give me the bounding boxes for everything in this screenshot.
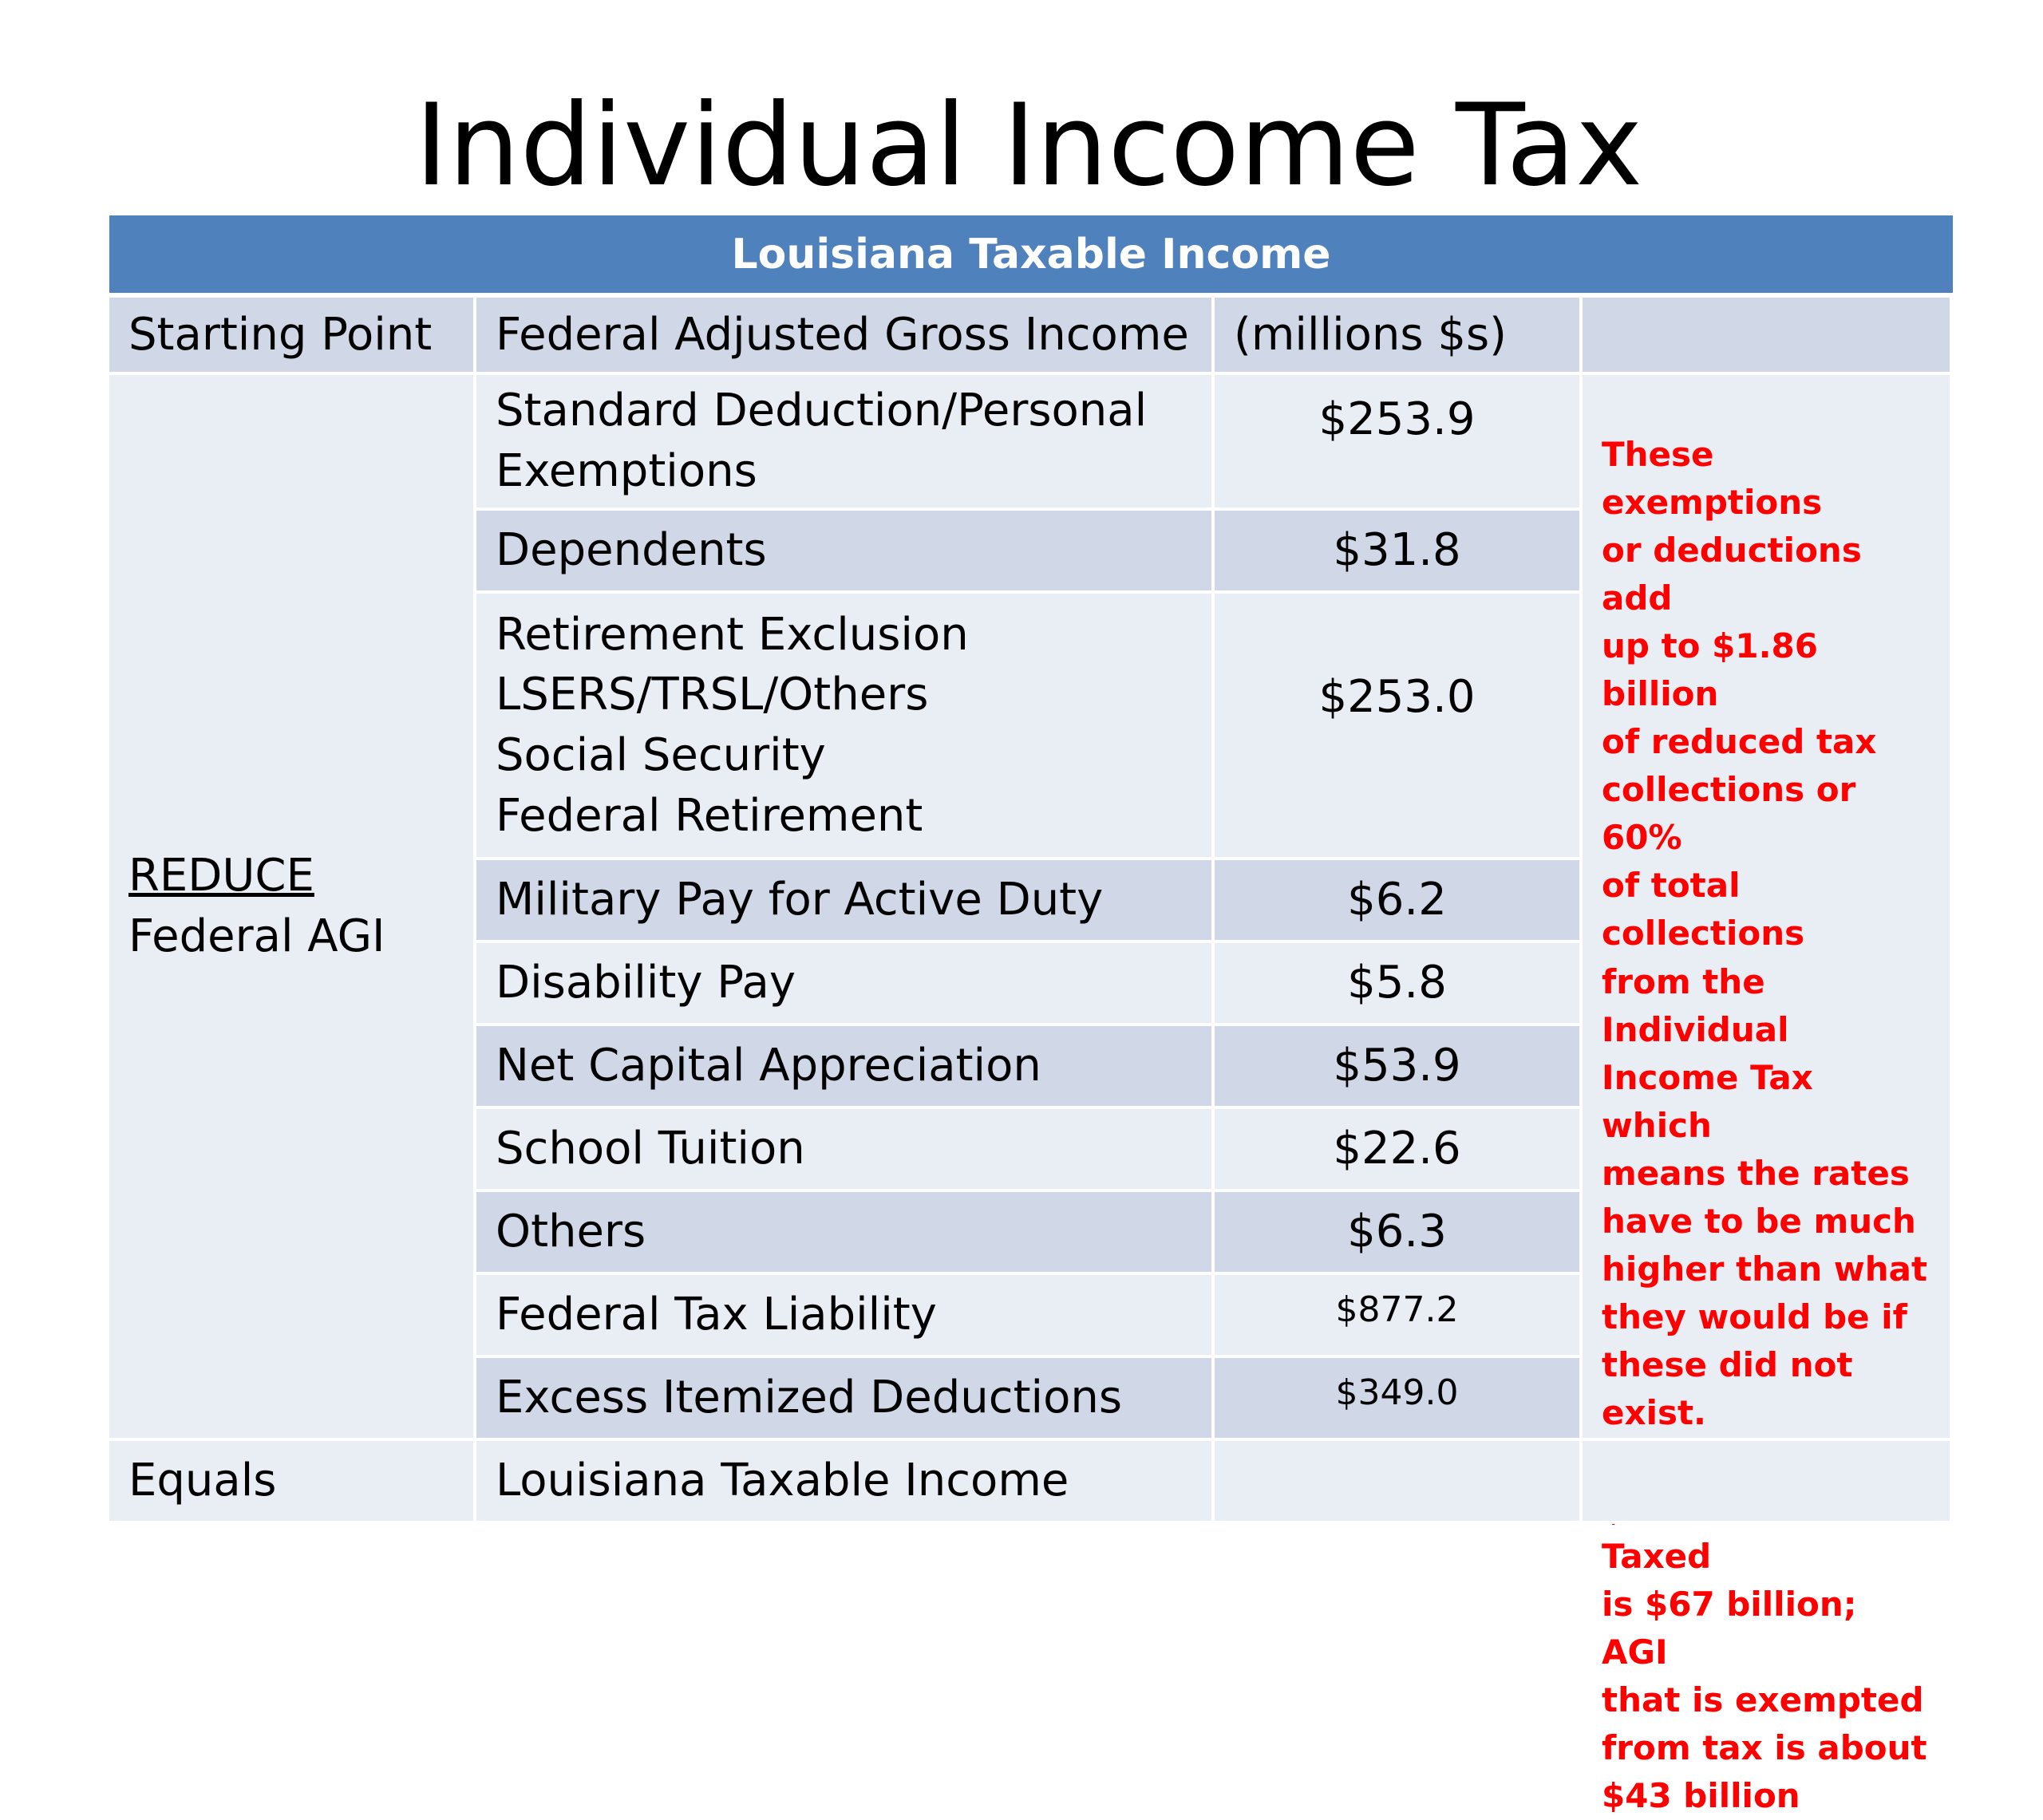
note-line: of total collections: [1602, 866, 1805, 953]
table-row-item: Disability Pay: [476, 943, 1215, 1026]
equals-item: Louisiana Taxable Income: [476, 1441, 1215, 1524]
note-line: from the Individual: [1602, 961, 1789, 1049]
empty-cell: [1583, 1441, 1953, 1524]
table-row-value: $253.9: [1215, 375, 1583, 511]
table-row-value: $5.8: [1215, 943, 1583, 1026]
table-row-item: School Tuition: [476, 1109, 1215, 1192]
note-line: higher than what: [1602, 1249, 1928, 1289]
item-line: Retirement Exclusion: [496, 608, 969, 661]
note-line: or deductions add: [1602, 531, 1862, 618]
table-row-value: $31.8: [1215, 511, 1583, 594]
equals-label: Equals: [109, 1441, 476, 1524]
note-line: of reduced tax: [1602, 722, 1877, 762]
table-row-value: $53.9: [1215, 1026, 1583, 1109]
note-line: Income Tax which: [1602, 1057, 1813, 1145]
empty-cell: [1583, 298, 1953, 375]
starting-point-label: Starting Point: [109, 298, 476, 375]
table-row-item: Federal Tax Liability: [476, 1275, 1215, 1358]
table-row-item: Dependents: [476, 511, 1215, 594]
note-line: these did not exist.: [1602, 1344, 1853, 1432]
note-line: Taxed: [1602, 1537, 1712, 1577]
empty-cell: [1215, 1441, 1583, 1524]
note-line: $43 billion: [1602, 1776, 1800, 1816]
starting-point-item: Federal Adjusted Gross Income: [476, 298, 1215, 375]
reduce-heading: REDUCE: [128, 850, 314, 902]
reduce-subheading: Federal AGI: [128, 910, 385, 962]
table-row-item: Others: [476, 1192, 1215, 1275]
table-row-value: $6.2: [1215, 860, 1583, 943]
note-line: collections or 60%: [1602, 770, 1856, 858]
taxable-income-table: [109, 215, 1953, 1816]
table-row-value: $349.0: [1215, 1358, 1583, 1441]
note-line: is $67 billion; AGI: [1602, 1585, 1857, 1672]
explanatory-note: [1583, 375, 1953, 1816]
table-row-value: $877.2: [1215, 1275, 1583, 1358]
item-line: LSERS/TRSL/Others: [496, 669, 929, 721]
table-row-item: Net Capital Appreciation: [476, 1026, 1215, 1109]
table-row-item: Excess Itemized Deductions: [476, 1358, 1215, 1441]
slide-title: Individual Income Tax: [414, 80, 1643, 211]
note-line: have to be much: [1602, 1201, 1916, 1241]
note-line: These exemptions: [1602, 435, 1823, 523]
table-row-value: $22.6: [1215, 1109, 1583, 1192]
item-line: Social Security: [496, 729, 826, 781]
table-row-item: [476, 375, 1215, 511]
item-line: Exemptions: [496, 445, 757, 497]
table-row-value: $6.3: [1215, 1192, 1583, 1275]
reduce-label: [109, 375, 476, 1441]
note-line: that is exempted: [1602, 1680, 1924, 1720]
note-line: from tax is about: [1602, 1728, 1927, 1768]
note-line: they would be if: [1602, 1297, 1907, 1336]
table-row-value: $253.0: [1215, 594, 1583, 860]
note-paragraph-1: [1602, 431, 1934, 1437]
note-line: means the rates: [1602, 1153, 1910, 1193]
item-line: Standard Deduction/Personal: [496, 385, 1148, 437]
unit-label: (millions $s): [1215, 298, 1583, 375]
table-header-band: Louisiana Taxable Income: [109, 215, 1953, 293]
table-row-item: Military Pay for Active Duty: [476, 860, 1215, 943]
table-row-item: [476, 594, 1215, 860]
item-line: Federal Retirement: [496, 789, 923, 842]
note-line: up to $1.86 billion: [1602, 626, 1818, 714]
